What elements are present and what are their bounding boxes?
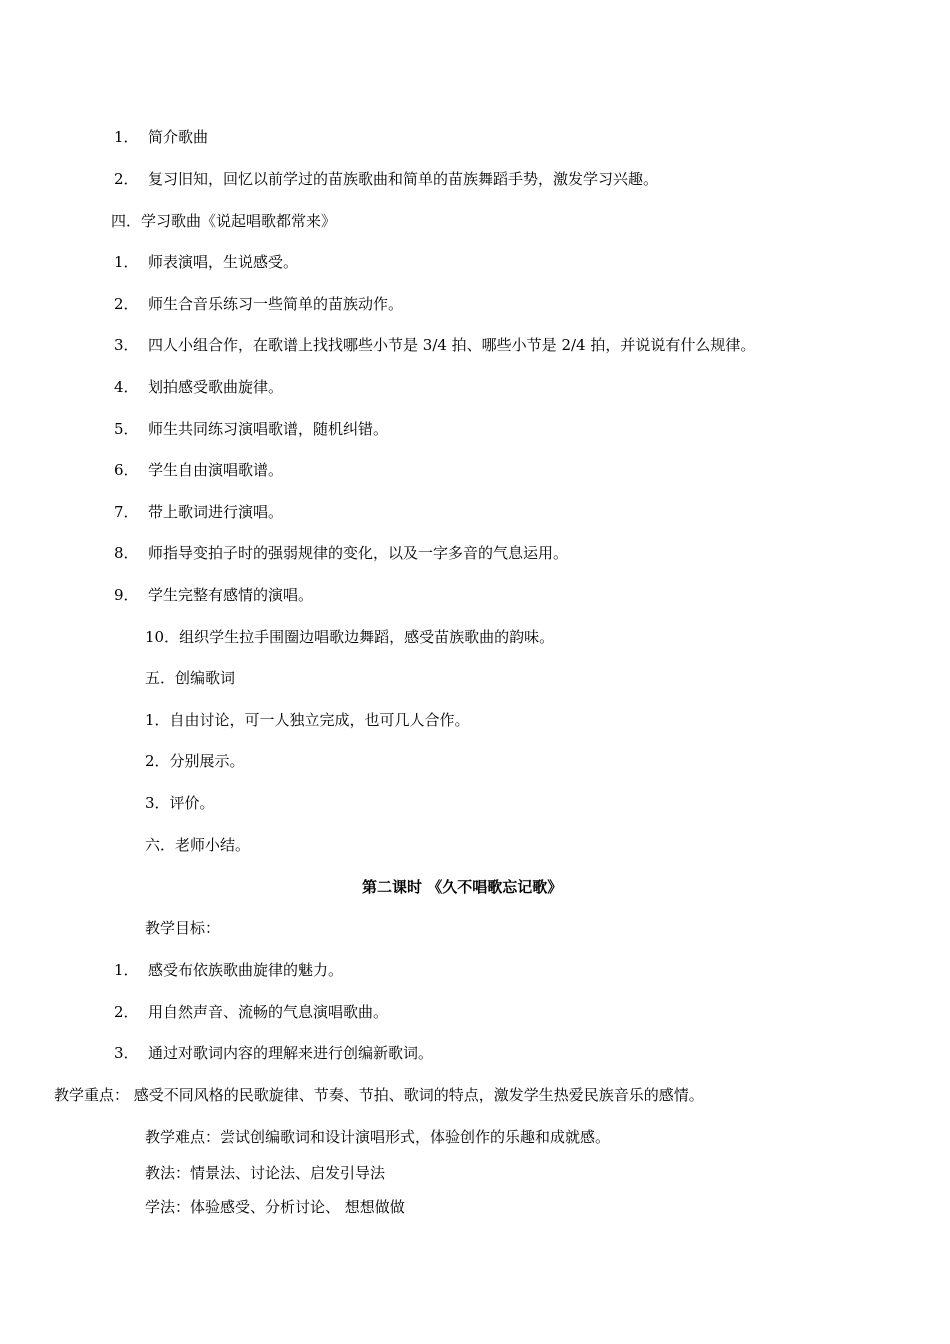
list-item: [114, 419, 388, 439]
list-text: 带上歌词进行演唱。: [148, 503, 284, 521]
list-item: [114, 460, 283, 480]
list-item: [114, 1043, 433, 1063]
teaching-methods: [145, 1163, 385, 1183]
key-points-text: 教学重点： 感受不同风格的民歌旋律、节奏、节拍、歌词的特点，激发学生热爱民族音乐的感情。: [54, 1086, 704, 1104]
section-heading: [145, 668, 235, 688]
list-number: 1．: [114, 128, 139, 146]
list-number: 1．: [114, 253, 139, 271]
list-item: [114, 960, 343, 980]
teaching-methods-text: 教法：情景法、讨论法、启发引导法: [145, 1164, 386, 1182]
list-item: [114, 543, 568, 563]
list-text: 3．评价。: [145, 794, 215, 812]
learning-methods-text: 学法：体验感受、分析讨论、 想想做做: [145, 1198, 405, 1216]
learning-methods: [145, 1197, 405, 1217]
section-heading-text: 六．老师小结。: [145, 836, 251, 854]
list-item: [145, 627, 554, 647]
list-item: [114, 294, 403, 314]
section-heading-text: 四．学习歌曲《说起唱歌都常来》: [111, 212, 337, 230]
list-number: 9．: [114, 586, 139, 604]
list-number: 2．: [114, 1003, 139, 1021]
section-heading: [111, 211, 336, 231]
list-text: 师指导变拍子时的强弱规律的变化，以及一字多音的气息运用。: [148, 544, 569, 562]
list-text: 通过对歌词内容的理解来进行创编新歌词。: [148, 1044, 434, 1062]
list-number: 6．: [114, 461, 139, 479]
list-item: [114, 1002, 388, 1022]
list-number: 2．: [114, 170, 139, 188]
list-number: 8．: [114, 544, 139, 562]
list-text: 学生自由演唱歌谱。: [148, 461, 284, 479]
section-heading: [145, 835, 250, 855]
list-item: [145, 710, 470, 730]
list-item: [114, 252, 298, 272]
list-item: [145, 793, 215, 813]
difficulties-text: 教学难点：尝试创编歌词和设计演唱形式，体验创作的乐趣和成就感。: [145, 1128, 611, 1146]
list-number: 4．: [114, 378, 139, 396]
list-item: [114, 377, 283, 397]
objectives-label-text: 教学目标：: [145, 919, 221, 937]
list-item: [114, 127, 208, 147]
list-text: 师生共同练习演唱歌谱，随机纠错。: [148, 420, 389, 438]
lesson-title: [362, 877, 562, 897]
list-item: [114, 585, 313, 605]
lesson-title-text: 第二课时 《久不唱歌忘记歌》: [362, 878, 563, 896]
list-number: 3．: [114, 336, 139, 354]
list-text: 用自然声音、流畅的气息演唱歌曲。: [148, 1003, 389, 1021]
list-text: 2．分别展示。: [145, 752, 245, 770]
section-heading-text: 五．创编歌词: [145, 669, 236, 687]
list-text: 四人小组合作，在歌谱上找找哪些小节是 3/4 拍、哪些小节是 2/4 拍，并说说有什么规律。: [148, 336, 756, 354]
list-item: [114, 169, 658, 189]
list-item: [114, 502, 283, 522]
list-text: 学生完整有感情的演唱。: [148, 586, 314, 604]
list-text: 划拍感受歌曲旋律。: [148, 378, 284, 396]
objectives-label: [145, 918, 220, 938]
list-item: [145, 751, 245, 771]
list-number: 2．: [114, 295, 139, 313]
list-text: 感受布依族歌曲旋律的魅力。: [148, 961, 344, 979]
list-number: 5．: [114, 420, 139, 438]
list-text: 复习旧知，回忆以前学过的苗族歌曲和简单的苗族舞蹈手势，激发学习兴趣。: [148, 170, 659, 188]
list-number: 3．: [114, 1044, 139, 1062]
list-number: 7．: [114, 503, 139, 521]
list-text: 1．自由讨论，可一人独立完成，也可几人合作。: [145, 711, 470, 729]
list-text: 师生合音乐练习一些简单的苗族动作。: [148, 295, 404, 313]
list-number: 1．: [114, 961, 139, 979]
list-text: 师表演唱，生说感受。: [148, 253, 299, 271]
key-points: [54, 1085, 704, 1105]
list-item: [114, 335, 755, 355]
difficulties: [145, 1127, 610, 1147]
list-text: 10．组织学生拉手围圈边唱歌边舞蹈，感受苗族歌曲的韵味。: [145, 628, 555, 646]
list-text: 简介歌曲: [148, 128, 209, 146]
